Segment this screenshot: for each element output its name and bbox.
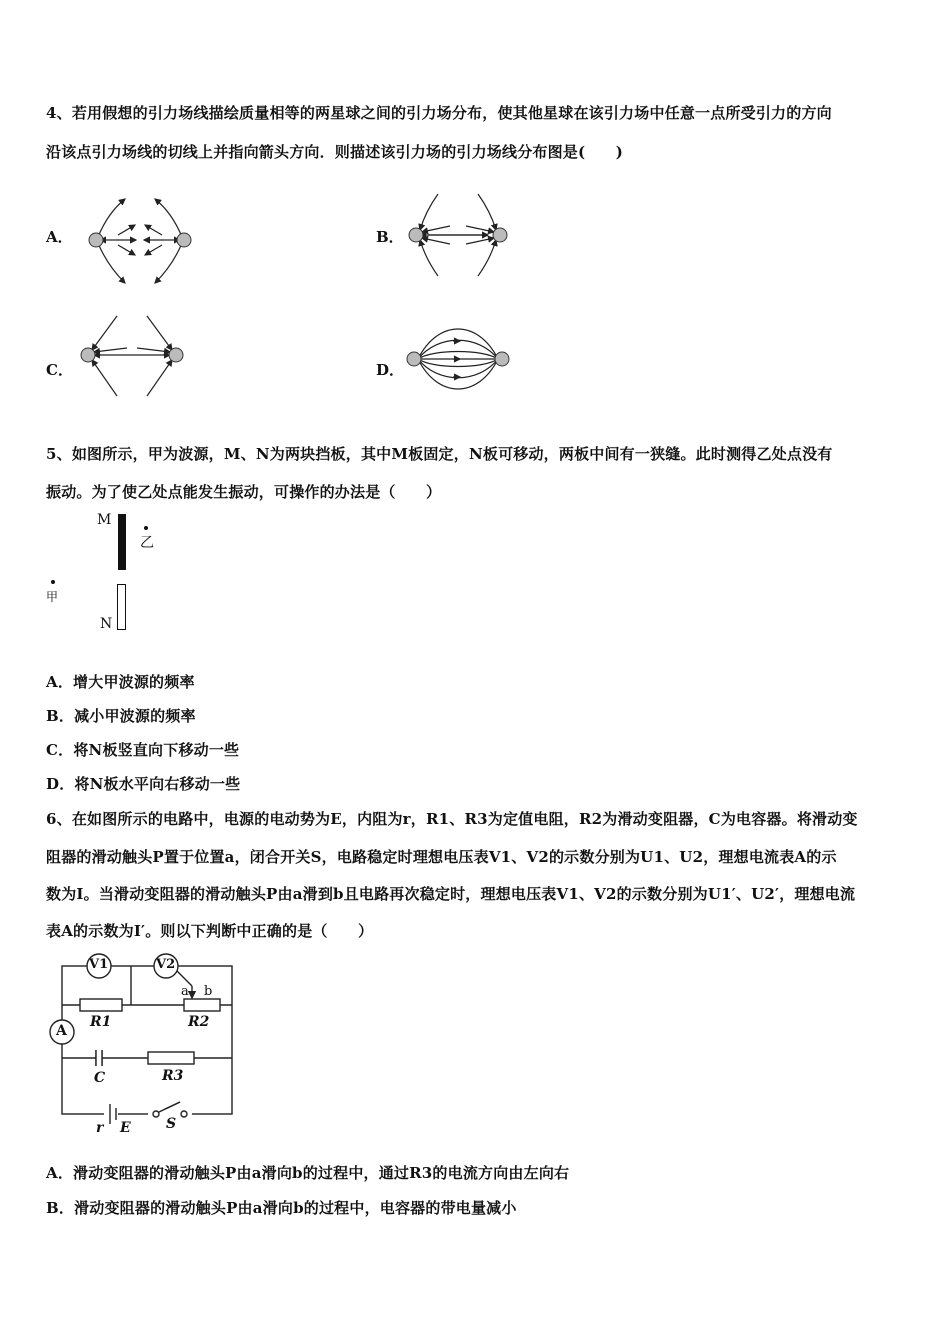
q6-r3-label: R3	[162, 1068, 184, 1084]
q4-option-a-label: A．	[46, 228, 73, 246]
q4-option-b-label: B．	[376, 228, 404, 246]
q4-text-line-2: 沿该点引力场线的切线上并指向箭头方向．则描述该引力场的引力场线分布图是( )	[46, 143, 623, 161]
q5-yi-dot	[144, 526, 148, 530]
q6-text-line-2: 阻器的滑动触头P置于位置a，闭合开关S，电路稳定时理想电压表V1、V2的示数分别为U1、U2，理想电流表A的示	[46, 848, 837, 866]
q6-r2-label: R2	[188, 1014, 210, 1030]
q5-n-plate	[117, 584, 126, 630]
q5-jia-dot	[51, 580, 55, 584]
q5-text-line-1: 5、如图所示，甲为波源，M、N为两块挡板，其中M板固定，N板可移动，两板中间有一狭缝。此时测得乙处点没有	[46, 445, 833, 463]
q4-option-c-figure	[72, 310, 192, 402]
q6-v2-label: V2	[156, 957, 176, 972]
q5-option-a: A．增大甲波源的频率	[46, 673, 195, 691]
q6-ammeter-label: A	[56, 1023, 67, 1039]
q5-m-label: M	[97, 512, 112, 528]
q4-option-d-label: D．	[376, 361, 405, 379]
q5-wave-figure	[40, 508, 180, 638]
q5-option-d: D．将N板水平向右移动一些	[46, 775, 241, 793]
q6-c-label: C	[94, 1070, 106, 1086]
q6-circuit-figure	[44, 952, 240, 1142]
q6-e-label: E	[120, 1120, 131, 1136]
q5-n-label: N	[100, 616, 113, 632]
q6-pos-a-label: a	[181, 984, 189, 999]
q4-option-d-figure	[398, 314, 518, 406]
q4-option-c-label: C．	[46, 361, 73, 379]
q6-option-a: A．滑动变阻器的滑动触头P由a滑向b的过程中，通过R3的电流方向由左向右	[46, 1164, 570, 1182]
q6-v1-label: V1	[89, 957, 109, 972]
q4-option-b-figure	[398, 190, 518, 282]
q6-text-line-3: 数为I。当滑动变阻器的滑动触头P由a滑到b且电路再次稳定时，理想电压表V1、V2的示数分别为U1′、U2′，理想电流	[46, 885, 856, 903]
q6-option-b: B．滑动变阻器的滑动触头P由a滑向b的过程中，电容器的带电量减小	[46, 1199, 517, 1217]
q6-s-label: S	[166, 1116, 177, 1132]
q5-jia-label: 甲	[46, 590, 59, 604]
q6-text-line-1: 6、在如图所示的电路中，电源的电动势为E，内阻为r，R1、R3为定值电阻，R2为滑动变阻器，C为电容器。将滑动变	[46, 810, 858, 828]
q5-option-c: C．将N板竖直向下移动一些	[46, 741, 240, 759]
q5-option-b: B．减小甲波源的频率	[46, 707, 196, 725]
q4-option-a-figure	[80, 195, 200, 287]
q6-pos-b-label: b	[204, 984, 213, 999]
q6-r1-label: R1	[90, 1014, 112, 1030]
q5-text-line-2: 振动。为了使乙处点能发生振动，可操作的办法是（ ）	[46, 483, 442, 501]
q6-text-line-4: 表A的示数为I′。则以下判断中正确的是（ ）	[46, 922, 374, 940]
q4-text-line-1: 4、若用假想的引力场线描绘质量相等的两星球之间的引力场分布，使其他星球在该引力场中任意一点所受引力的方向	[46, 104, 832, 122]
q5-yi-label: 乙	[140, 535, 154, 551]
q5-m-plate	[118, 514, 126, 570]
q6-r-label: r	[96, 1120, 104, 1136]
